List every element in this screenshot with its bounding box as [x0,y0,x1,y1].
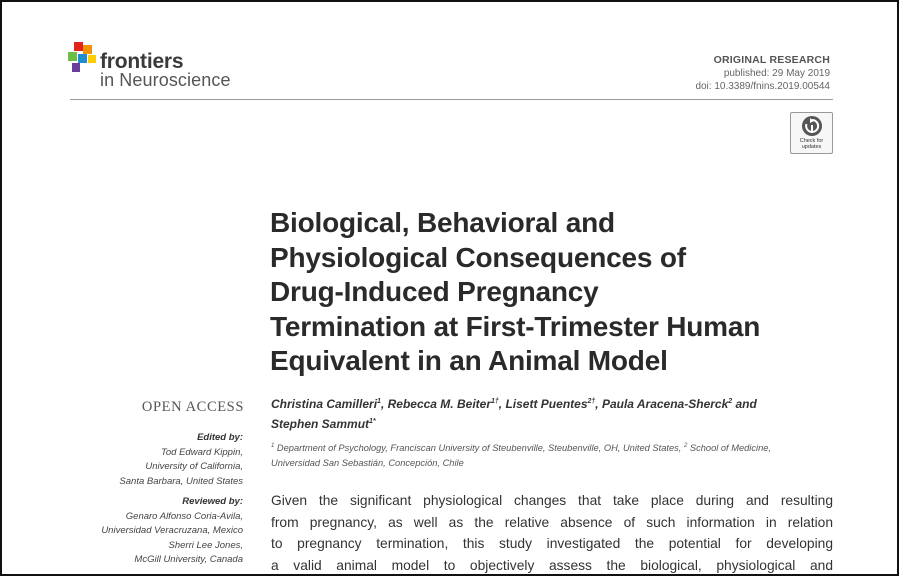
reviewed-by-label: Reviewed by: [182,496,243,507]
editors-sidebar [72,431,243,568]
author-name[interactable]: Lisett Puentes [505,397,588,411]
published-date: published: 29 May 2019 [723,68,830,79]
frontiers-logo-icon [68,42,98,74]
author-name[interactable]: Rebecca M. Beiter [387,397,491,411]
author-name[interactable]: Stephen Sammut [271,417,370,431]
logo-journal-text: in Neuroscience [100,70,231,90]
title-line: Physiological Consequences of [270,241,686,273]
abstract-line: from pregnancy, as well as the relative absence of such information in relation [271,514,833,530]
logo-brand-text: frontiers [100,50,184,73]
abstract-line: to pregnancy termination, this study investigated the potential for developing [271,536,833,551]
title-line: Biological, Behavioral and [270,207,615,238]
header-divider [70,99,833,100]
article-title [270,206,850,379]
article-meta [695,54,830,93]
doi[interactable]: doi: 10.3389/fnins.2019.00544 [695,81,830,92]
editor-line[interactable]: Tod Edward Kippin, [160,446,243,458]
reviewer-line: McGill University, Canada [134,554,243,565]
title-line: Drug-Induced Pregnancy [270,276,599,307]
author-name[interactable]: Paula Aracena-Sherck [601,397,729,411]
article-type: ORIGINAL RESEARCH [713,54,830,66]
title-line: Termination at First-Trimester Human [270,310,761,342]
open-access-label: OPEN ACCESS [141,399,244,415]
affiliations: $^1$ Department of Psychology, Franciscan University of Steubenville, Steubenville, OH, United States, $^2$ School of Medicine, Universidad San Sebastián, Concepción, Chile [271,443,772,468]
reviewer-line: Universidad Veracruzana, Mexico [101,525,243,536]
check-for-updates-button[interactable] [790,112,833,154]
title-line: Equivalent in an Animal Model [270,345,668,376]
journal-logo[interactable] [68,42,268,92]
abstract-line: a valid animal model to objectively assess the biological, physiological and [271,557,833,573]
author-name[interactable]: Christina Camilleri [271,397,378,411]
editor-line: University of California, [145,461,243,472]
reviewer-line[interactable]: Sherri Lee Jones, [168,539,243,551]
editor-line: Santa Barbara, United States [119,475,243,487]
abstract-text [271,490,833,576]
check-updates-label: Check for updates [799,138,824,150]
check-updates-icon [802,116,822,136]
author-list: Christina Camilleri$^1$, Rebecca M. Beiter$^{1\dagger}$, Lisett Puentes$^{2\dagger}$, Paula Aracena-Sherck$^2$ and Stephen Sammut$^{1*}$ [271,397,757,431]
edited-by-label: Edited by: [197,432,243,443]
abstract-line: Given the significant physiological changes that take place during and resulting [271,493,833,508]
reviewer-line[interactable]: Genaro Alfonso Coria-Avila, [125,510,243,522]
